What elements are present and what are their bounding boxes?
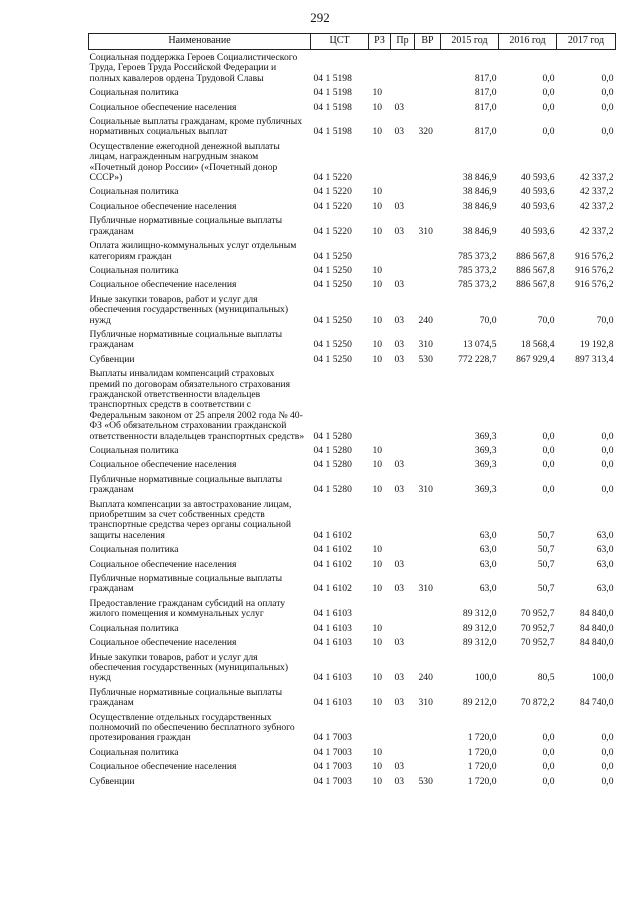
row-name: Иные закупки товаров, работ и услуг для обеспечения государственных (муниципальных) нужд [89,293,289,326]
row-vr [415,556,441,570]
row-value-2016: 0,0 [542,746,555,758]
row-name: Социальная политика [89,264,179,276]
table-row [89,773,616,787]
row-rz: 10 [372,87,383,99]
table-row [89,113,616,138]
row-value-2017: 0,0 [601,445,614,456]
row-name: Социальное обеспечение населения [89,101,237,113]
row-rz: 10 [372,484,383,496]
row-value-2015: 369,3 [474,459,497,471]
row-pr [391,237,415,262]
table-body [89,50,616,787]
col-header-2017: 2017 год [557,34,616,50]
table-row [89,595,616,620]
row-pr: 03 [394,459,405,471]
row-cst: 04 1 5220 [313,225,352,237]
row-value-2016: 70 952,7 [520,608,555,620]
row-vr [415,138,441,184]
row-value-2017: 63,0 [596,583,614,595]
row-name: Социальные выплаты гражданам, кроме публичных нормативных социальных выплат [89,116,303,138]
row-cst: 04 1 5250 [313,353,352,365]
row-rz: 10 [372,558,383,570]
row-value-2015: 369,3 [474,484,497,496]
row-rz: 10 [372,775,383,787]
row-rz: 10 [372,697,383,709]
row-vr [415,198,441,212]
row-value-2016: 50,7 [537,544,555,556]
row-value-2016: 0,0 [542,761,555,773]
table-row [89,351,616,365]
table-row [89,556,616,570]
table-row [89,634,616,648]
row-name: Публичные нормативные социальные выплаты гражданам [89,473,283,496]
col-header-vr: ВР [415,34,441,50]
row-name: Осуществление ежегодной денежной выплаты лицам, награжденным нагрудным знаком «Почетный донор России» («Почетный донор СССР») [89,140,280,184]
row-value-2017: 63,0 [596,558,614,570]
row-cst: 04 1 6103 [313,622,352,634]
table-row [89,326,616,351]
row-cst: 04 1 5250 [313,339,352,351]
table-row [89,649,616,684]
row-value-2017: 0,0 [601,430,614,442]
row-value-2015: 100,0 [474,672,497,684]
row-value-2016: 886 567,8 [516,250,555,262]
row-vr [415,237,441,262]
row-value-2016: 70 952,7 [520,637,555,649]
row-rz: 10 [372,761,383,773]
row-pr: 03 [394,101,405,113]
row-value-2016: 867 929,4 [516,353,555,365]
row-cst: 04 1 6103 [313,697,352,709]
row-value-2015: 785 373,2 [458,264,497,276]
row-pr [391,442,415,456]
col-header-name: Наименование [89,34,311,50]
row-value-2017: 0,0 [601,746,614,758]
row-vr [415,50,441,85]
row-rz [369,138,391,184]
row-vr: 530 [418,775,433,787]
row-value-2016: 40 593,6 [520,172,555,184]
row-vr: 320 [418,126,433,138]
row-cst: 04 1 6102 [313,583,352,595]
row-value-2016: 0,0 [542,126,555,138]
row-value-2015: 89 312,0 [462,608,497,620]
table-row [89,50,616,85]
row-cst: 04 1 5280 [313,459,352,471]
row-cst: 04 1 5250 [313,314,352,326]
row-cst: 04 1 5220 [313,200,352,212]
row-value-2015: 817,0 [474,126,497,138]
row-value-2015: 63,0 [479,529,497,541]
row-vr [415,620,441,634]
row-pr: 03 [394,761,405,773]
table-row [89,99,616,113]
budget-table [88,33,616,787]
row-value-2017: 63,0 [596,529,614,541]
row-vr [415,276,441,290]
row-cst: 04 1 5198 [313,101,352,113]
row-pr: 03 [394,558,405,570]
table-row [89,620,616,634]
row-cst: 04 1 6103 [313,637,352,649]
row-vr [415,365,441,442]
row-pr [391,709,415,744]
row-name: Социальная политика [89,622,179,634]
row-value-2016: 886 567,8 [516,264,555,276]
page-number: 292 [310,10,330,25]
row-value-2017: 0,0 [601,459,614,471]
row-value-2016: 0,0 [542,775,555,787]
row-value-2017: 0,0 [601,775,614,787]
row-value-2017: 0,0 [601,732,614,744]
row-pr: 03 [394,697,405,709]
row-value-2016: 0,0 [542,445,555,456]
row-pr [391,183,415,197]
row-value-2017: 42 337,2 [579,172,614,184]
row-vr: 310 [418,583,433,595]
row-value-2016: 40 593,6 [520,200,555,212]
row-cst: 04 1 6102 [313,558,352,570]
row-value-2015: 772 228,7 [458,353,497,365]
row-cst: 04 1 5220 [313,186,352,198]
row-cst: 04 1 6102 [313,544,352,556]
row-cst: 04 1 5280 [313,430,352,442]
row-rz [369,237,391,262]
row-value-2015: 38 846,9 [462,172,497,184]
table-row [89,183,616,197]
row-value-2015: 63,0 [479,583,497,595]
row-value-2015: 38 846,9 [462,186,497,198]
row-vr: 240 [418,672,433,684]
row-value-2016: 0,0 [542,72,555,84]
row-pr [391,84,415,98]
row-name: Иные закупки товаров, работ и услуг для обеспечения государственных (муниципальных) нужд [89,651,289,684]
row-rz: 10 [372,264,383,276]
row-value-2015: 785 373,2 [458,250,497,262]
row-name: Оплата жилищно-коммунальных услуг отдельным категориям граждан [89,240,297,262]
row-rz: 10 [372,279,383,291]
row-name: Предоставление гражданам субсидий на оплату жилого помещения и коммунальных услуг [89,597,286,620]
row-vr [415,541,441,555]
row-value-2015: 1 720,0 [467,761,497,773]
row-rz: 10 [372,746,383,758]
row-rz: 10 [372,637,383,649]
row-value-2017: 84 840,0 [579,637,614,649]
row-rz [369,496,391,542]
row-value-2015: 89 312,0 [462,622,497,634]
row-value-2015: 817,0 [474,101,497,113]
row-rz: 10 [372,622,383,634]
row-value-2015: 38 846,9 [462,225,497,237]
row-name: Субвенции [89,353,135,365]
row-value-2017: 897 313,4 [575,353,614,365]
row-value-2015: 89 312,0 [462,637,497,649]
row-vr: 310 [418,484,433,496]
row-pr [391,744,415,758]
row-value-2017: 42 337,2 [579,186,614,198]
row-value-2015: 369,3 [474,445,497,456]
row-value-2017: 0,0 [601,72,614,84]
col-header-2016: 2016 год [499,34,557,50]
row-value-2017: 19 192,8 [579,339,614,351]
row-pr [391,50,415,85]
row-value-2017: 916 576,2 [575,250,614,262]
row-name: Социальное обеспечение населения [89,761,237,773]
table-row [89,758,616,772]
row-value-2017: 84 840,0 [579,622,614,634]
row-cst: 04 1 7003 [313,775,352,787]
row-pr: 03 [394,583,405,595]
row-cst: 04 1 5280 [313,445,352,456]
row-rz: 10 [372,186,383,198]
row-cst: 04 1 5198 [313,126,352,138]
row-pr [391,262,415,276]
col-header-2015: 2015 год [441,34,499,50]
table-row [89,262,616,276]
row-name: Публичные нормативные социальные выплаты гражданам [89,328,283,351]
row-value-2017: 0,0 [601,101,614,113]
row-value-2016: 50,7 [537,529,555,541]
row-vr [415,758,441,772]
row-cst: 04 1 6103 [313,608,352,620]
row-name: Выплаты инвалидам компенсаций страховых премий по договорам обязательного страхования гражданской ответственности владельцев транспортных средств в соответствии с Федеральным законом от 25 апреля 2002 года № 40-ФЗ «Об обязательном страховании гражданской ответственности владельцев транспортных средств» [89,368,305,442]
row-value-2016: 0,0 [542,484,555,496]
row-pr: 03 [394,225,405,237]
table-row [89,570,616,595]
row-vr [415,99,441,113]
row-pr: 03 [394,126,405,138]
row-pr: 03 [394,637,405,649]
row-vr [415,709,441,744]
col-header-pr: Пр [391,34,415,50]
row-value-2016: 18 568,4 [520,339,555,351]
row-value-2015: 63,0 [479,544,497,556]
table-row [89,541,616,555]
col-header-rz: РЗ [369,34,391,50]
row-cst: 04 1 5220 [313,172,352,184]
row-name: Публичные нормативные социальные выплаты гражданам [89,215,283,237]
row-vr: 530 [418,353,433,365]
row-value-2017: 916 576,2 [575,279,614,291]
table-row [89,442,616,456]
row-value-2015: 89 212,0 [462,697,497,709]
row-pr: 03 [394,314,405,326]
row-cst: 04 1 6102 [313,529,352,541]
row-rz: 10 [372,225,383,237]
row-value-2017: 0,0 [601,87,614,99]
row-vr [415,744,441,758]
row-value-2015: 13 074,5 [462,339,497,351]
table-row [89,496,616,542]
row-cst: 04 1 5280 [313,484,352,496]
row-value-2015: 1 720,0 [467,732,497,744]
row-rz: 10 [372,583,383,595]
row-rz [369,595,391,620]
table-row [89,198,616,212]
table-row [89,84,616,98]
row-value-2017: 42 337,2 [579,200,614,212]
row-name: Социальное обеспечение населения [89,279,237,291]
table-row [89,212,616,237]
table-row [89,744,616,758]
row-name: Социальное обеспечение населения [89,200,237,212]
row-rz [369,50,391,85]
row-rz: 10 [372,544,383,556]
row-value-2016: 70 872,2 [520,697,555,709]
row-cst: 04 1 5198 [313,87,352,99]
row-value-2015: 817,0 [474,72,497,84]
row-rz [369,709,391,744]
row-name: Социальное обеспечение населения [89,459,237,471]
row-pr: 03 [394,279,405,291]
row-value-2016: 0,0 [542,459,555,471]
row-value-2017: 100,0 [591,672,614,684]
row-name: Социальное обеспечение населения [89,558,237,570]
row-rz: 10 [372,339,383,351]
row-name: Социальная политика [89,746,179,758]
row-value-2017: 84 840,0 [579,608,614,620]
table-row [89,684,616,709]
table-row [89,456,616,470]
row-rz: 10 [372,314,383,326]
row-name: Осуществление отдельных государственных полномочий по обеспечению бесплатного зубного протезирования граждан [89,711,295,744]
row-value-2016: 886 567,8 [516,279,555,291]
row-rz: 10 [372,126,383,138]
row-name: Публичные нормативные социальные выплаты гражданам [89,686,283,709]
row-name: Публичные нормативные социальные выплаты гражданам [89,573,283,595]
row-name: Социальная политика [89,544,179,556]
row-value-2015: 70,0 [479,314,497,326]
row-value-2016: 0,0 [542,87,555,99]
row-value-2016: 40 593,6 [520,186,555,198]
row-pr: 03 [394,775,405,787]
row-rz: 10 [372,200,383,212]
row-value-2016: 80,5 [537,672,555,684]
row-value-2015: 1 720,0 [467,746,497,758]
row-vr [415,262,441,276]
row-value-2015: 817,0 [474,87,497,99]
row-cst: 04 1 6103 [313,672,352,684]
row-name: Субвенции [89,775,135,787]
row-value-2015: 785 373,2 [458,279,497,291]
row-pr [391,541,415,555]
table-row [89,291,616,326]
row-cst: 04 1 5250 [313,264,352,276]
row-name: Социальная политика [89,186,179,198]
row-value-2015: 38 846,9 [462,200,497,212]
row-vr: 310 [418,697,433,709]
table-row [89,471,616,496]
table-row [89,709,616,744]
row-value-2017: 916 576,2 [575,264,614,276]
row-value-2016: 40 593,6 [520,225,555,237]
row-vr [415,84,441,98]
row-pr: 03 [394,339,405,351]
row-value-2016: 50,7 [537,558,555,570]
row-name: Социальная политика [89,87,179,99]
row-rz: 10 [372,672,383,684]
table-row [89,138,616,184]
table-row [89,365,616,442]
row-value-2017: 63,0 [596,544,614,556]
row-pr: 03 [394,484,405,496]
row-value-2017: 0,0 [601,126,614,138]
row-vr [415,442,441,456]
row-cst: 04 1 7003 [313,761,352,773]
row-vr: 240 [418,314,433,326]
row-value-2016: 0,0 [542,732,555,744]
row-value-2015: 369,3 [474,430,497,442]
row-cst: 04 1 5250 [313,279,352,291]
row-vr: 310 [418,339,433,351]
row-value-2017: 70,0 [596,314,614,326]
row-pr: 03 [394,672,405,684]
row-value-2017: 0,0 [601,484,614,496]
row-rz: 10 [372,459,383,471]
row-value-2015: 1 720,0 [467,775,497,787]
row-vr: 310 [418,225,433,237]
row-cst: 04 1 7003 [313,732,352,744]
row-vr [415,456,441,470]
row-cst: 04 1 5250 [313,250,352,262]
table-header-row [89,34,616,50]
row-pr [391,496,415,542]
row-pr [391,595,415,620]
row-cst: 04 1 7003 [313,746,352,758]
row-vr [415,595,441,620]
row-name: Социальная политика [89,445,179,456]
row-rz: 10 [372,353,383,365]
row-pr [391,365,415,442]
table-row [89,276,616,290]
row-value-2017: 0,0 [601,761,614,773]
row-name: Социальная поддержка Героев Социалистического Труда, Героев Труда Российской Федерации и полных кавалеров ордена Трудовой Славы [89,52,298,84]
row-value-2015: 63,0 [479,558,497,570]
row-name: Выплата компенсации за автострахование лицам, приобретшим за счет собственных средств транспортные средства через органы социальной защиты населения [89,498,292,541]
row-rz [369,365,391,442]
row-rz: 10 [372,445,383,456]
row-pr: 03 [394,200,405,212]
row-name: Социальное обеспечение населения [89,637,237,649]
row-pr [391,620,415,634]
row-value-2017: 42 337,2 [579,225,614,237]
row-rz: 10 [372,101,383,113]
row-value-2016: 0,0 [542,430,555,442]
row-value-2017: 84 740,0 [579,697,614,709]
row-vr [415,496,441,542]
row-vr [415,183,441,197]
row-vr [415,634,441,648]
row-pr [391,138,415,184]
col-header-cst: ЦСТ [311,34,369,50]
row-cst: 04 1 5198 [313,72,352,84]
row-value-2016: 70 952,7 [520,622,555,634]
row-value-2016: 0,0 [542,101,555,113]
table-row [89,237,616,262]
row-value-2016: 50,7 [537,583,555,595]
row-pr: 03 [394,353,405,365]
row-value-2016: 70,0 [537,314,555,326]
